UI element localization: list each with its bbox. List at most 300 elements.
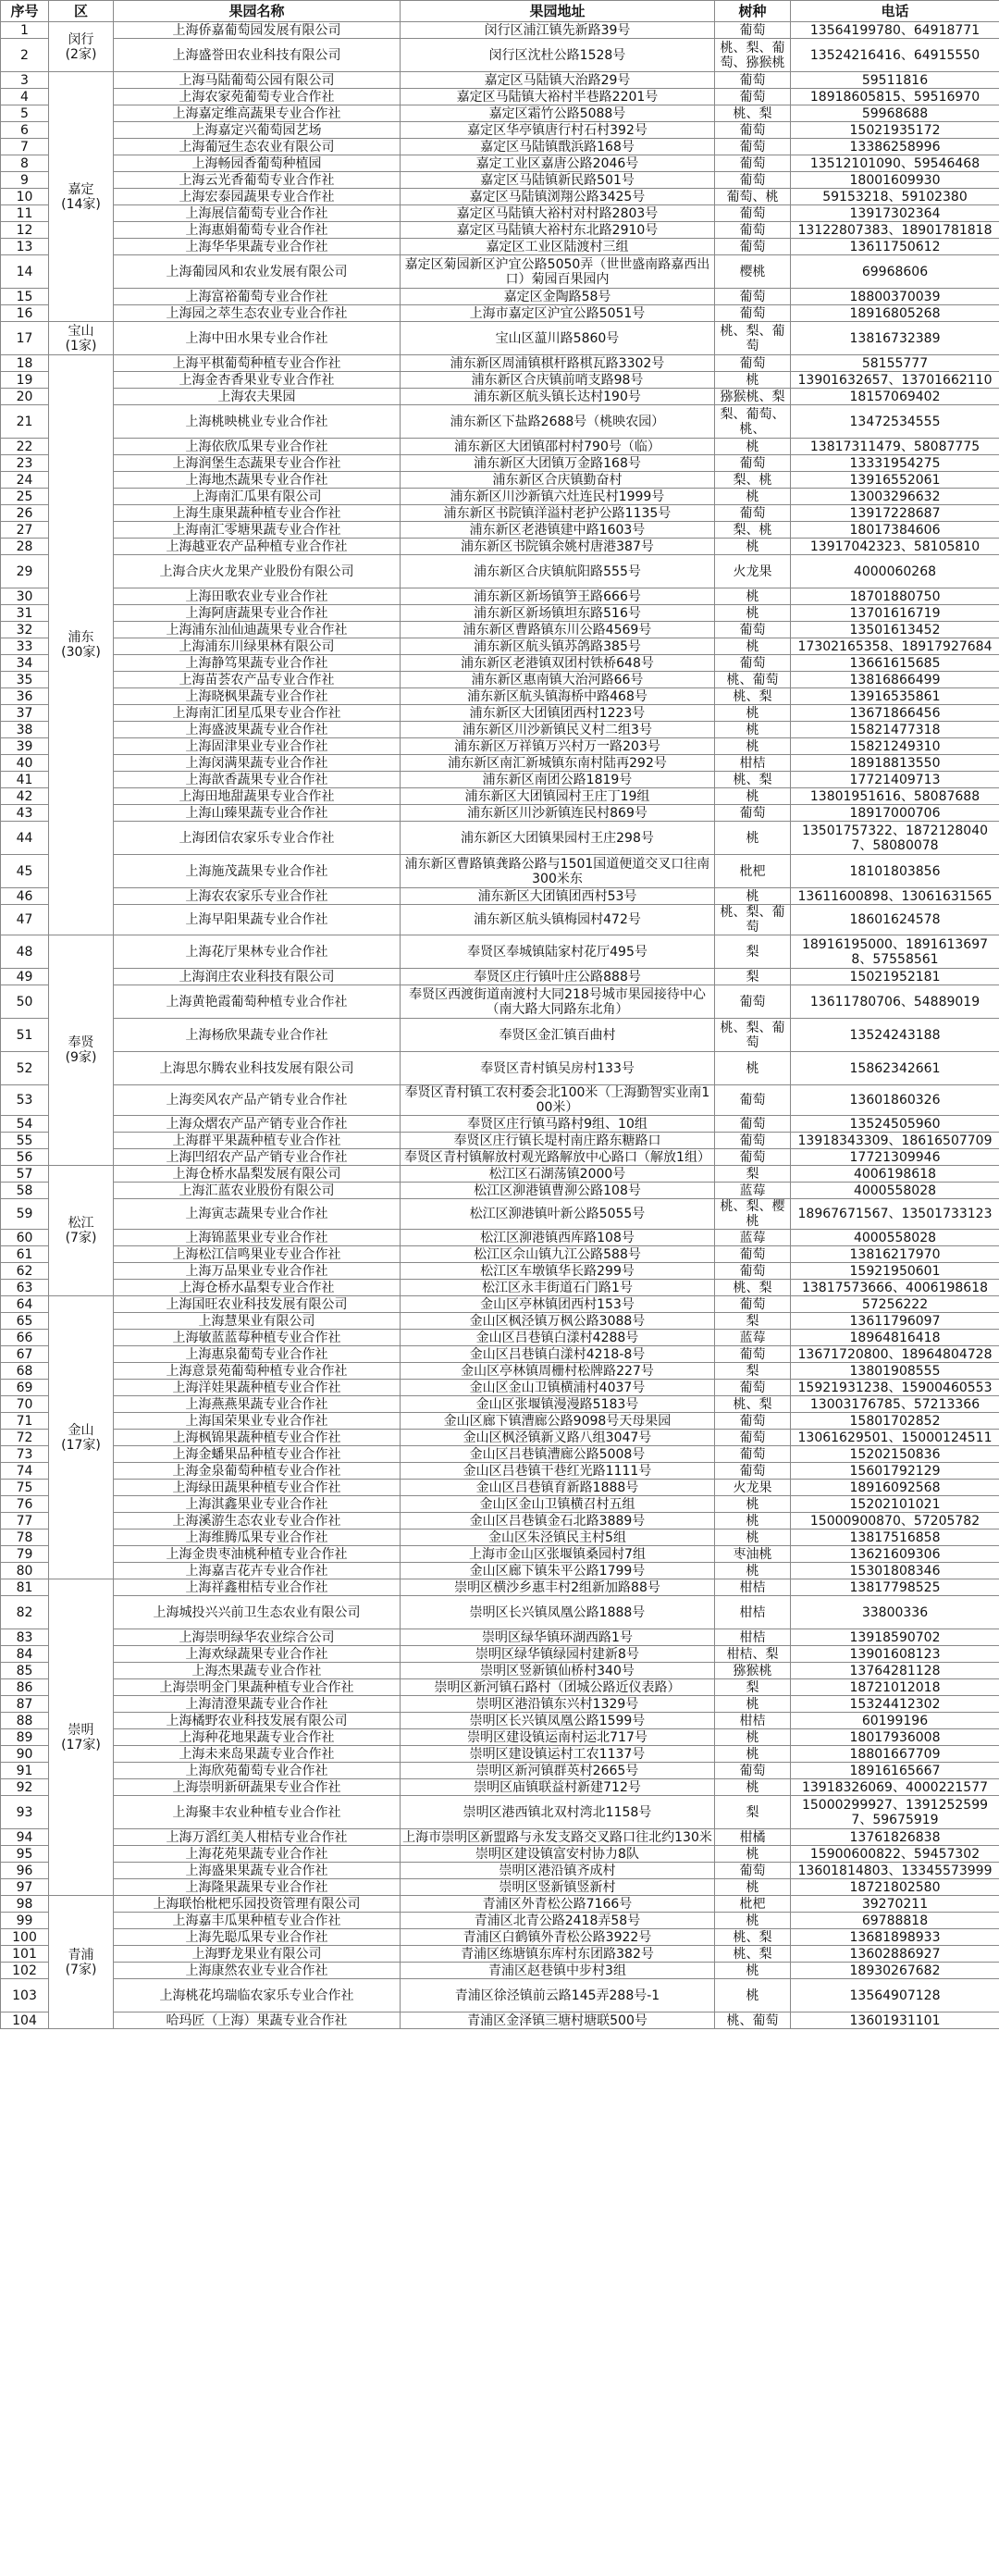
cell-no: 50 <box>1 985 49 1019</box>
cell-phone: 13524243188 <box>791 1019 999 1052</box>
cell-orchard-name: 上海隆果蔬果专业合作社 <box>114 1879 401 1896</box>
cell-address: 浦东新区下盐路2688号（桃映农园） <box>401 405 715 439</box>
cell-orchard-name: 上海杰果蔬专业合作社 <box>114 1663 401 1679</box>
cell-address: 松江区石湖荡镇2000号 <box>401 1166 715 1183</box>
cell-address: 浦东新区合庆镇航阳路555号 <box>401 555 715 588</box>
cell-phone: 13611796097 <box>791 1313 999 1330</box>
cell-address: 浦东新区南团公路1819号 <box>401 772 715 788</box>
cell-address: 崇明区竖新镇竖新村 <box>401 1879 715 1896</box>
cell-orchard-name: 上海敏蓝蓝莓种植专业合作社 <box>114 1330 401 1346</box>
cell-phone: 13386258996 <box>791 139 999 155</box>
cell-orchard-name: 上海仓桥水晶梨专业合作社 <box>114 1280 401 1296</box>
cell-orchard-name: 上海浦东汕仙迪蔬果专业合作社 <box>114 622 401 638</box>
table-row <box>1 489 999 505</box>
table-row <box>1 1263 999 1280</box>
cell-no: 27 <box>1 522 49 539</box>
table-row <box>1 1166 999 1183</box>
cell-tree-type: 葡萄 <box>715 1116 791 1133</box>
cell-phone: 18916092568 <box>791 1480 999 1496</box>
cell-no: 43 <box>1 805 49 822</box>
table-row <box>1 172 999 189</box>
cell-orchard-name: 上海溪游生态农业专业合作社 <box>114 1513 401 1530</box>
cell-tree-type: 柑桔 <box>715 1596 791 1629</box>
table-row <box>1 755 999 772</box>
cell-no: 38 <box>1 722 49 738</box>
cell-phone: 4000060268 <box>791 555 999 588</box>
cell-tree-type: 桃 <box>715 588 791 605</box>
cell-phone: 18157069402 <box>791 389 999 405</box>
cell-tree-type: 葡萄 <box>715 89 791 105</box>
cell-address: 奉贤区金汇镇百曲村 <box>401 1019 715 1052</box>
cell-address: 浦东新区大团镇团西村53号 <box>401 888 715 905</box>
table-row <box>1 289 999 305</box>
cell-orchard-name: 上海先聪瓜果专业合作社 <box>114 1929 401 1946</box>
cell-address: 金山区吕巷镇金石北路3889号 <box>401 1513 715 1530</box>
table-row <box>1 1230 999 1246</box>
cell-address: 嘉定工业区嘉唐公路2046号 <box>401 155 715 172</box>
table-row <box>1 305 999 322</box>
table-row <box>1 455 999 472</box>
cell-phone: 13501613452 <box>791 622 999 638</box>
table-row <box>1 688 999 705</box>
cell-phone: 13901632657、13701662110 <box>791 372 999 389</box>
cell-tree-type: 葡萄 <box>715 985 791 1019</box>
table-row <box>1 935 999 969</box>
cell-phone: 15021952181 <box>791 969 999 985</box>
table-row <box>1 888 999 905</box>
cell-no: 79 <box>1 1546 49 1563</box>
table-row <box>1 1829 999 1846</box>
cell-phone: 18917000706 <box>791 805 999 822</box>
cell-address: 崇明区港沿镇齐成村 <box>401 1863 715 1879</box>
cell-address: 浦东新区大团镇团西村1223号 <box>401 705 715 722</box>
table-row <box>1 522 999 539</box>
cell-no: 53 <box>1 1085 49 1116</box>
cell-district: 松江 (7家) <box>49 1166 114 1296</box>
table-row <box>1 1563 999 1579</box>
cell-orchard-name: 上海云光香葡萄专业合作社 <box>114 172 401 189</box>
table-row <box>1 1463 999 1480</box>
cell-phone: 13816732389 <box>791 322 999 355</box>
cell-orchard-name: 上海晓枫果蔬专业合作社 <box>114 688 401 705</box>
cell-tree-type: 桃 <box>715 1963 791 1979</box>
cell-orchard-name: 上海桃映桃业专业合作社 <box>114 405 401 439</box>
table-row <box>1 555 999 588</box>
cell-address: 浦东新区大团镇园村王庄丁19组 <box>401 788 715 805</box>
cell-district: 闵行 (2家) <box>49 22 114 72</box>
cell-tree-type: 桃 <box>715 1846 791 1863</box>
cell-orchard-name: 上海汇蓝农业股份有限公司 <box>114 1183 401 1199</box>
cell-phone: 4000558028 <box>791 1183 999 1199</box>
cell-tree-type: 葡萄 <box>715 1346 791 1363</box>
cell-no: 73 <box>1 1446 49 1463</box>
cell-tree-type: 葡萄 <box>715 655 791 672</box>
table-row <box>1 672 999 688</box>
table-row <box>1 1296 999 1313</box>
cell-tree-type: 葡萄 <box>715 355 791 372</box>
header-phone: 电话 <box>791 1 999 22</box>
cell-no: 33 <box>1 638 49 655</box>
cell-orchard-name: 上海万品果业专业合作社 <box>114 1263 401 1280</box>
table-row <box>1 1596 999 1629</box>
cell-no: 16 <box>1 305 49 322</box>
cell-phone: 17302165358、18917927684 <box>791 638 999 655</box>
cell-orchard-name: 上海园之萃生态农业专业合作社 <box>114 305 401 322</box>
table-row <box>1 1133 999 1149</box>
cell-orchard-name: 上海地杰蔬果专业合作社 <box>114 472 401 489</box>
cell-orchard-name: 上海崇明新研蔬果专业合作社 <box>114 1779 401 1796</box>
table-row <box>1 189 999 205</box>
cell-orchard-name: 上海合庆火龙果产业股份有限公司 <box>114 555 401 588</box>
cell-orchard-name: 上海施茂蔬果专业合作社 <box>114 855 401 888</box>
cell-phone: 18701880750 <box>791 588 999 605</box>
cell-address: 上海市崇明区新盟路与永发支路交叉路口往北约130米 <box>401 1829 715 1846</box>
table-row <box>1 588 999 605</box>
cell-address: 浦东新区老港镇建中路1603号 <box>401 522 715 539</box>
cell-phone: 15821477318 <box>791 722 999 738</box>
table-row <box>1 1946 999 1963</box>
cell-orchard-name: 上海国旺农业科技发展有限公司 <box>114 1296 401 1313</box>
cell-phone: 13916535861 <box>791 688 999 705</box>
cell-district: 金山 (17家) <box>49 1296 114 1579</box>
cell-phone: 15301808346 <box>791 1563 999 1579</box>
cell-address: 崇明区长兴镇凤凰公路1599号 <box>401 1713 715 1729</box>
table-row <box>1 1896 999 1913</box>
cell-phone: 13817516858 <box>791 1530 999 1546</box>
cell-address: 金山区朱泾镇民主村5组 <box>401 1530 715 1546</box>
cell-tree-type: 葡萄、桃 <box>715 189 791 205</box>
cell-no: 71 <box>1 1413 49 1430</box>
cell-tree-type: 葡萄 <box>715 805 791 822</box>
cell-address: 崇明区港西镇北双村湾北1158号 <box>401 1796 715 1829</box>
cell-address: 浦东新区川沙新镇六灶连民村1999号 <box>401 489 715 505</box>
cell-phone: 13524505960 <box>791 1116 999 1133</box>
table-row <box>1 905 999 935</box>
table-row <box>1 355 999 372</box>
cell-phone: 69788818 <box>791 1913 999 1929</box>
cell-tree-type: 梨 <box>715 1313 791 1330</box>
cell-no: 75 <box>1 1480 49 1496</box>
cell-phone: 18967671567、13501733123 <box>791 1199 999 1230</box>
cell-no: 31 <box>1 605 49 622</box>
cell-tree-type: 梨、桃 <box>715 472 791 489</box>
cell-address: 金山区枫泾镇新义路八组3047号 <box>401 1430 715 1446</box>
cell-orchard-name: 上海富裕葡萄专业合作社 <box>114 289 401 305</box>
cell-phone: 13611780706、54889019 <box>791 985 999 1019</box>
cell-address: 浦东新区书院镇余姚村唐港387号 <box>401 539 715 555</box>
cell-orchard-name: 上海花厅果林专业合作社 <box>114 935 401 969</box>
cell-orchard-name: 上海奕风农产品产销专业合作社 <box>114 1085 401 1116</box>
cell-tree-type: 桃 <box>715 705 791 722</box>
cell-orchard-name: 上海苗荟农产品专业合作社 <box>114 672 401 688</box>
cell-no: 88 <box>1 1713 49 1729</box>
cell-address: 浦东新区航头镇海桥中路468号 <box>401 688 715 705</box>
cell-tree-type: 梨 <box>715 1796 791 1829</box>
cell-orchard-name: 上海依欣瓜果专业合作社 <box>114 439 401 455</box>
cell-address: 金山区亭林镇团西村153号 <box>401 1296 715 1313</box>
cell-district: 宝山 (1家) <box>49 322 114 355</box>
cell-orchard-name: 上海田地甜蔬果专业合作社 <box>114 788 401 805</box>
cell-phone: 13003296632 <box>791 489 999 505</box>
cell-phone: 13817311479、58087775 <box>791 439 999 455</box>
cell-address: 青浦区赵巷镇中步村3组 <box>401 1963 715 1979</box>
cell-address: 浦东新区曹路镇龚路公路与1501国道便道交叉口往南300米东 <box>401 855 715 888</box>
cell-no: 32 <box>1 622 49 638</box>
cell-address: 金山区张堰镇漫漫路5183号 <box>401 1396 715 1413</box>
table-row <box>1 822 999 855</box>
cell-tree-type: 桃、梨 <box>715 1396 791 1413</box>
cell-address: 崇明区绿华镇绿园村建新8号 <box>401 1646 715 1663</box>
cell-district: 奉贤 (9家) <box>49 935 114 1166</box>
cell-orchard-name: 上海淇鑫果业专业合作社 <box>114 1496 401 1513</box>
cell-phone: 13917228687 <box>791 505 999 522</box>
cell-tree-type: 葡萄 <box>715 22 791 39</box>
cell-phone: 13801951616、58087688 <box>791 788 999 805</box>
cell-tree-type: 葡萄 <box>715 205 791 222</box>
cell-tree-type: 桃 <box>715 738 791 755</box>
cell-phone: 13801908555 <box>791 1363 999 1380</box>
cell-address: 嘉定区马陆镇大裕村东北路2910号 <box>401 222 715 239</box>
cell-phone: 13761826838 <box>791 1829 999 1846</box>
cell-address: 嘉定区马陆镇戬浜路168号 <box>401 139 715 155</box>
cell-address: 闵行区浦江镇先新路39号 <box>401 22 715 39</box>
cell-orchard-name: 上海祥鑫柑桔专业合作社 <box>114 1579 401 1596</box>
cell-no: 54 <box>1 1116 49 1133</box>
cell-no: 36 <box>1 688 49 705</box>
table-row <box>1 1863 999 1879</box>
cell-phone: 13671720800、18964804728 <box>791 1346 999 1363</box>
cell-address: 浦东新区川沙新镇民义村二组3号 <box>401 722 715 738</box>
cell-tree-type: 柑桔 <box>715 1713 791 1729</box>
cell-tree-type: 葡萄 <box>715 1296 791 1313</box>
cell-no: 23 <box>1 455 49 472</box>
cell-address: 嘉定区马陆镇大治路29号 <box>401 72 715 89</box>
cell-address: 浦东新区书院镇洋溢村老护公路1135号 <box>401 505 715 522</box>
cell-address: 崇明区长兴镇凤凰公路1888号 <box>401 1596 715 1629</box>
cell-phone: 15862342661 <box>791 1052 999 1085</box>
table-row <box>1 605 999 622</box>
table-row <box>1 1330 999 1346</box>
cell-no: 80 <box>1 1563 49 1579</box>
cell-tree-type: 葡萄 <box>715 222 791 239</box>
table-row <box>1 1085 999 1116</box>
cell-phone: 13524216416、64915550 <box>791 39 999 72</box>
table-row <box>1 805 999 822</box>
cell-phone: 59511816 <box>791 72 999 89</box>
cell-phone: 13472534555 <box>791 405 999 439</box>
cell-orchard-name: 上海早阳果蔬专业合作社 <box>114 905 401 935</box>
cell-orchard-name: 上海嘉定维高蔬果专业合作社 <box>114 105 401 122</box>
cell-address: 金山区吕巷镇白漾村4218-8号 <box>401 1346 715 1363</box>
cell-orchard-name: 上海南汇瓜果有限公司 <box>114 489 401 505</box>
table-row <box>1 1246 999 1263</box>
cell-phone: 15000299927、13912525997、59675919 <box>791 1796 999 1829</box>
cell-no: 81 <box>1 1579 49 1596</box>
cell-tree-type: 桃 <box>715 888 791 905</box>
cell-phone: 17721309946 <box>791 1149 999 1166</box>
cell-tree-type: 柑桔 <box>715 755 791 772</box>
table-row <box>1 1729 999 1746</box>
table-row <box>1 1313 999 1330</box>
cell-address: 浦东新区老港镇双团村铁桥648号 <box>401 655 715 672</box>
cell-orchard-name: 上海平棋葡萄种植专业合作社 <box>114 355 401 372</box>
cell-no: 95 <box>1 1846 49 1863</box>
cell-no: 90 <box>1 1746 49 1763</box>
cell-no: 63 <box>1 1280 49 1296</box>
table-row <box>1 255 999 289</box>
table-row <box>1 1629 999 1646</box>
cell-tree-type: 柑橘 <box>715 1829 791 1846</box>
cell-tree-type: 蓝莓 <box>715 1183 791 1199</box>
cell-address: 浦东新区万祥镇万兴村万一路203号 <box>401 738 715 755</box>
cell-phone: 13661615685 <box>791 655 999 672</box>
table-row <box>1 638 999 655</box>
cell-phone: 18101803856 <box>791 855 999 888</box>
cell-no: 94 <box>1 1829 49 1846</box>
cell-address: 松江区佘山镇九江公路588号 <box>401 1246 715 1263</box>
cell-tree-type: 枣油桃 <box>715 1546 791 1563</box>
cell-no: 1 <box>1 22 49 39</box>
table-row <box>1 1663 999 1679</box>
cell-tree-type: 葡萄 <box>715 72 791 89</box>
cell-tree-type: 葡萄 <box>715 172 791 189</box>
cell-no: 91 <box>1 1763 49 1779</box>
cell-address: 浦东新区航头镇苏鸽路385号 <box>401 638 715 655</box>
cell-orchard-name: 上海聚丰农业种植专业合作社 <box>114 1796 401 1829</box>
cell-address: 松江区泖港镇曹泖公路108号 <box>401 1183 715 1199</box>
cell-address: 闵行区沈杜公路1528号 <box>401 39 715 72</box>
table-row <box>1 1796 999 1829</box>
cell-no: 59 <box>1 1199 49 1230</box>
cell-phone: 17721409713 <box>791 772 999 788</box>
table-row <box>1 2012 999 2029</box>
cell-no: 25 <box>1 489 49 505</box>
cell-tree-type: 桃、梨、葡萄 <box>715 905 791 935</box>
cell-district: 青浦 (7家) <box>49 1896 114 2029</box>
cell-tree-type: 柑桔 <box>715 1629 791 1646</box>
cell-tree-type: 葡萄 <box>715 305 791 322</box>
cell-orchard-name: 上海康然农业专业合作社 <box>114 1963 401 1979</box>
table-row <box>1 155 999 172</box>
cell-address: 浦东新区川沙新镇连民村869号 <box>401 805 715 822</box>
cell-address: 金山区枫泾镇万枫公路3088号 <box>401 1313 715 1330</box>
cell-no: 44 <box>1 822 49 855</box>
cell-phone: 13764281128 <box>791 1663 999 1679</box>
cell-address: 嘉定区马陆镇大裕村半巷路2201号 <box>401 89 715 105</box>
cell-orchard-name: 上海仓桥水晶梨发展有限公司 <box>114 1166 401 1183</box>
cell-no: 15 <box>1 289 49 305</box>
cell-phone: 18930267682 <box>791 1963 999 1979</box>
cell-tree-type: 桃 <box>715 372 791 389</box>
table-row <box>1 1879 999 1896</box>
cell-address: 崇明区港沿镇东兴村1329号 <box>401 1696 715 1713</box>
cell-phone: 13331954275 <box>791 455 999 472</box>
table-row <box>1 772 999 788</box>
cell-address: 嘉定区马陆镇新民路501号 <box>401 172 715 189</box>
table-row <box>1 1763 999 1779</box>
cell-no: 92 <box>1 1779 49 1796</box>
table-row <box>1 722 999 738</box>
cell-tree-type: 桃 <box>715 1563 791 1579</box>
table-row <box>1 1280 999 1296</box>
cell-tree-type: 梨、桃 <box>715 522 791 539</box>
cell-tree-type: 桃、葡萄 <box>715 672 791 688</box>
table-row <box>1 322 999 355</box>
cell-phone: 13918343309、18616507709 <box>791 1133 999 1149</box>
table-row <box>1 1530 999 1546</box>
cell-tree-type: 柑桔、梨 <box>715 1646 791 1663</box>
cell-address: 浦东新区南汇新城镇东南村陆再292号 <box>401 755 715 772</box>
cell-no: 78 <box>1 1530 49 1546</box>
cell-tree-type: 桃、梨、樱桃 <box>715 1199 791 1230</box>
table-row <box>1 22 999 39</box>
cell-phone: 18721012018 <box>791 1679 999 1696</box>
cell-address: 浦东新区曹路镇东川公路4569号 <box>401 622 715 638</box>
table-row <box>1 1019 999 1052</box>
cell-address: 崇明区新河镇群英村2665号 <box>401 1763 715 1779</box>
cell-no: 55 <box>1 1133 49 1149</box>
cell-no: 60 <box>1 1230 49 1246</box>
cell-phone: 13601931101 <box>791 2012 999 2029</box>
cell-address: 奉贤区青村镇吴房村133号 <box>401 1052 715 1085</box>
table-row <box>1 122 999 139</box>
cell-no: 52 <box>1 1052 49 1085</box>
cell-phone: 33800336 <box>791 1596 999 1629</box>
cell-orchard-name: 上海南汇团星瓜果专业合作社 <box>114 705 401 722</box>
cell-orchard-name: 上海葡园风和农业发展有限公司 <box>114 255 401 289</box>
table-row <box>1 539 999 555</box>
cell-phone: 13901608123 <box>791 1646 999 1663</box>
table-row <box>1 1116 999 1133</box>
cell-phone: 13816866499 <box>791 672 999 688</box>
cell-tree-type: 桃 <box>715 1913 791 1929</box>
cell-address: 崇明区竖新镇仙桥村340号 <box>401 1663 715 1679</box>
cell-tree-type: 葡萄 <box>715 122 791 139</box>
cell-orchard-name: 上海盛波果蔬专业合作社 <box>114 722 401 738</box>
cell-address: 金山区廊下镇漕廊公路9098号天母果园 <box>401 1413 715 1430</box>
table-row <box>1 1646 999 1663</box>
cell-orchard-name: 上海意景苑葡萄种植专业合作社 <box>114 1363 401 1380</box>
cell-orchard-name: 上海金杏香果业专业合作社 <box>114 372 401 389</box>
table-row <box>1 1496 999 1513</box>
cell-no: 11 <box>1 205 49 222</box>
cell-tree-type: 桃 <box>715 822 791 855</box>
cell-phone: 18916805268 <box>791 305 999 322</box>
cell-address: 崇明区庙镇联益村新建712号 <box>401 1779 715 1796</box>
cell-phone: 13564907128 <box>791 1979 999 2012</box>
cell-orchard-name: 上海燕燕果蔬专业合作社 <box>114 1396 401 1413</box>
cell-orchard-name: 上海生康果蔬种植专业合作社 <box>114 505 401 522</box>
cell-tree-type: 桃、梨、葡萄 <box>715 322 791 355</box>
cell-phone: 18017936008 <box>791 1729 999 1746</box>
cell-phone: 13512101090、59546468 <box>791 155 999 172</box>
cell-orchard-name: 上海欣苑葡萄专业合作社 <box>114 1763 401 1779</box>
table-row <box>1 89 999 105</box>
cell-orchard-name: 上海马陆葡萄公园有限公司 <box>114 72 401 89</box>
cell-tree-type: 桃 <box>715 1513 791 1530</box>
cell-phone: 18800370039 <box>791 289 999 305</box>
cell-orchard-name: 上海种花地果蔬专业合作社 <box>114 1729 401 1746</box>
cell-orchard-name: 上海惠娟葡萄专业合作社 <box>114 222 401 239</box>
cell-address: 浦东新区新场镇坦东路516号 <box>401 605 715 622</box>
cell-no: 84 <box>1 1646 49 1663</box>
cell-address: 松江区泖港镇西库路108号 <box>401 1230 715 1246</box>
cell-phone: 18017384606 <box>791 522 999 539</box>
cell-no: 65 <box>1 1313 49 1330</box>
table-row <box>1 1183 999 1199</box>
table-row <box>1 205 999 222</box>
cell-tree-type: 桃 <box>715 638 791 655</box>
